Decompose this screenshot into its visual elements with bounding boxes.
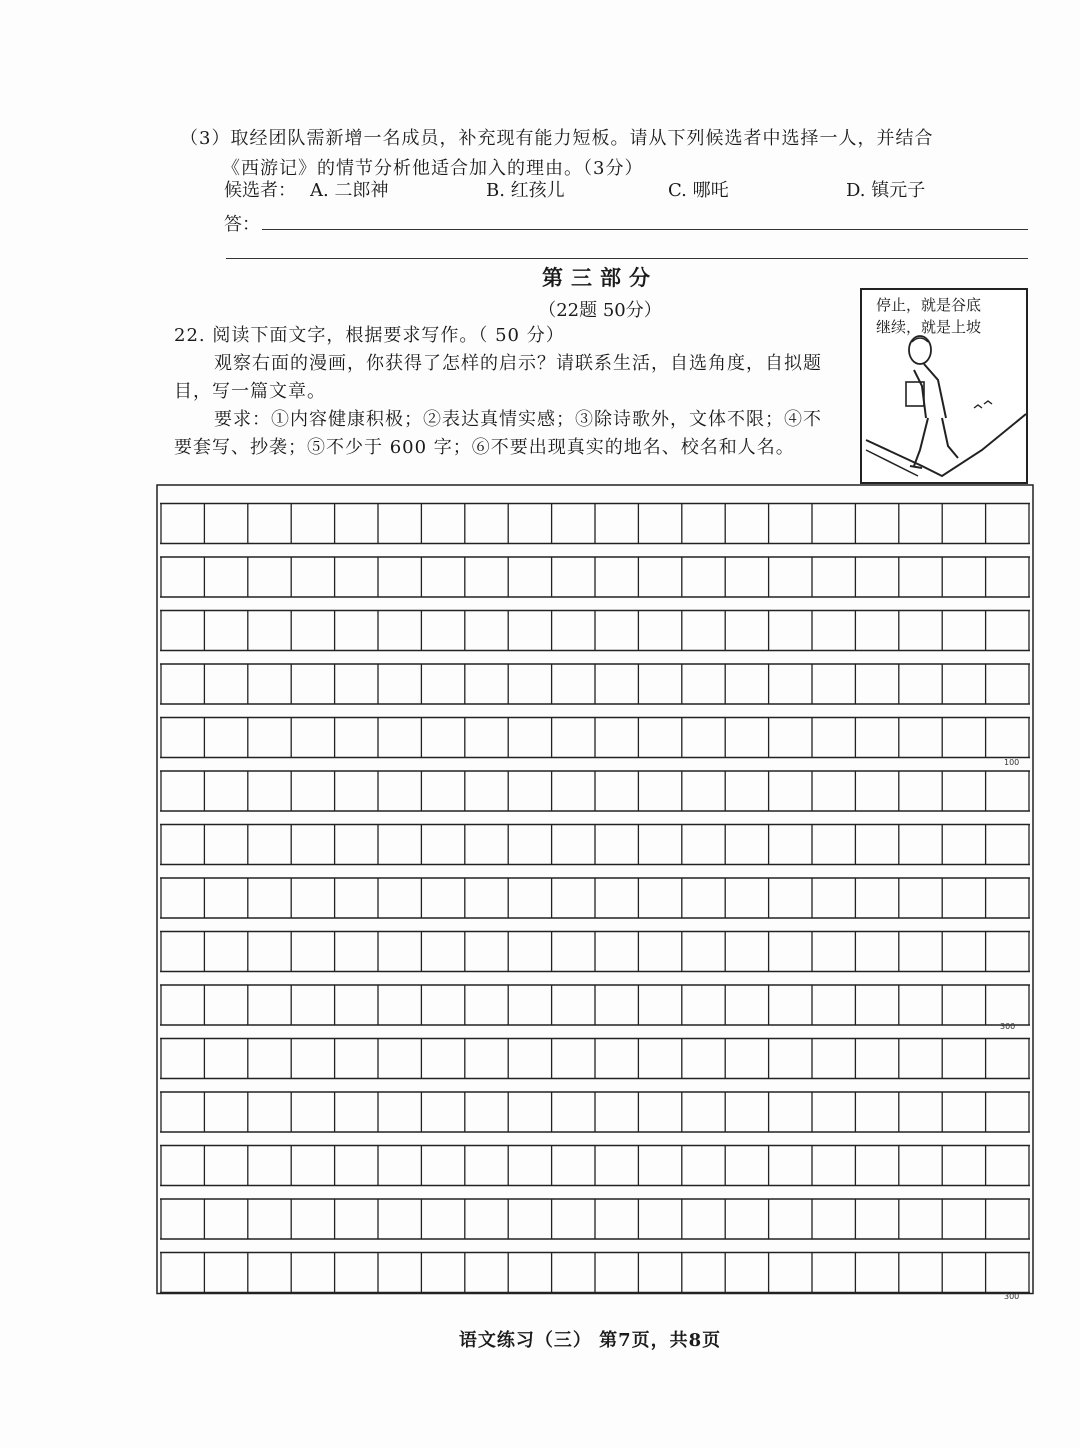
- answer-line-2[interactable]: [226, 258, 1028, 259]
- question-22: [174, 322, 824, 462]
- candidates-list: [224, 176, 1004, 204]
- grid-row[interactable]: [160, 878, 1030, 918]
- grid-row[interactable]: [160, 1092, 1030, 1132]
- candidate-b: B. 红孩儿: [486, 180, 565, 201]
- candidate-a: A. 二郎神: [310, 180, 389, 201]
- grid-row[interactable]: [160, 718, 1030, 758]
- grid-row[interactable]: [160, 1253, 1030, 1293]
- page-footer: 语文练习（三） 第7页，共8页: [458, 1330, 722, 1351]
- grid-row[interactable]: [160, 771, 1030, 811]
- grid-row[interactable]: [160, 1039, 1030, 1079]
- part-subtitle: （22题 50分）: [538, 300, 662, 321]
- grid-mark-100: 100: [1004, 758, 1020, 767]
- grid-row[interactable]: [160, 932, 1030, 972]
- grid-mark-300-a: 300: [1000, 1022, 1016, 1031]
- question-3-line1: （3）取经团队需新增一名成员，补充现有能力短板。请从下列候选者中选择一人，并结合: [180, 128, 934, 149]
- grid-row[interactable]: [160, 611, 1030, 651]
- cartoon-illustration: [860, 288, 1028, 484]
- grid-row[interactable]: [160, 1199, 1030, 1239]
- grid-row[interactable]: [160, 504, 1030, 544]
- question-22-title: 22. 阅读下面文字，根据要求写作。（ 50 分）: [174, 325, 565, 346]
- question-3-line2: 《西游记》的情节分析他适合加入的理由。（3分）: [222, 158, 644, 179]
- answer-label: 答：: [224, 214, 260, 235]
- grid-row[interactable]: [160, 1146, 1030, 1186]
- writing-grid[interactable]: [156, 484, 1036, 1295]
- grid-mark-300-b: 300: [1004, 1292, 1020, 1301]
- grid-row[interactable]: [160, 985, 1030, 1025]
- answer-line-1[interactable]: [262, 229, 1028, 230]
- candidates-label: 候选者：: [224, 180, 296, 201]
- grid-row[interactable]: [160, 825, 1030, 865]
- grid-row[interactable]: [160, 664, 1030, 704]
- candidate-c: C. 哪吒: [668, 180, 729, 201]
- cartoon-caption: [876, 294, 981, 338]
- part-title: 第三部分: [542, 265, 658, 290]
- question-22-requirements: 要求：①内容健康积极；②表达真情实感；③除诗歌外，文体不限；④不要套写、抄袭；⑤不少于 600 字；⑥不要出现真实的地名、校名和人名。: [174, 409, 822, 458]
- cartoon-caption-line2: 继续，就是上坡: [876, 318, 982, 336]
- grid-row[interactable]: [160, 557, 1030, 597]
- candidate-d: D. 镇元子: [846, 180, 926, 201]
- question-22-prompt: 观察右面的漫画，你获得了怎样的启示？请联系生活，自选角度，自拟题目，写一篇文章。: [174, 353, 822, 402]
- cartoon-caption-line1: 停止，就是谷底: [876, 296, 982, 314]
- question-3: [180, 124, 1040, 184]
